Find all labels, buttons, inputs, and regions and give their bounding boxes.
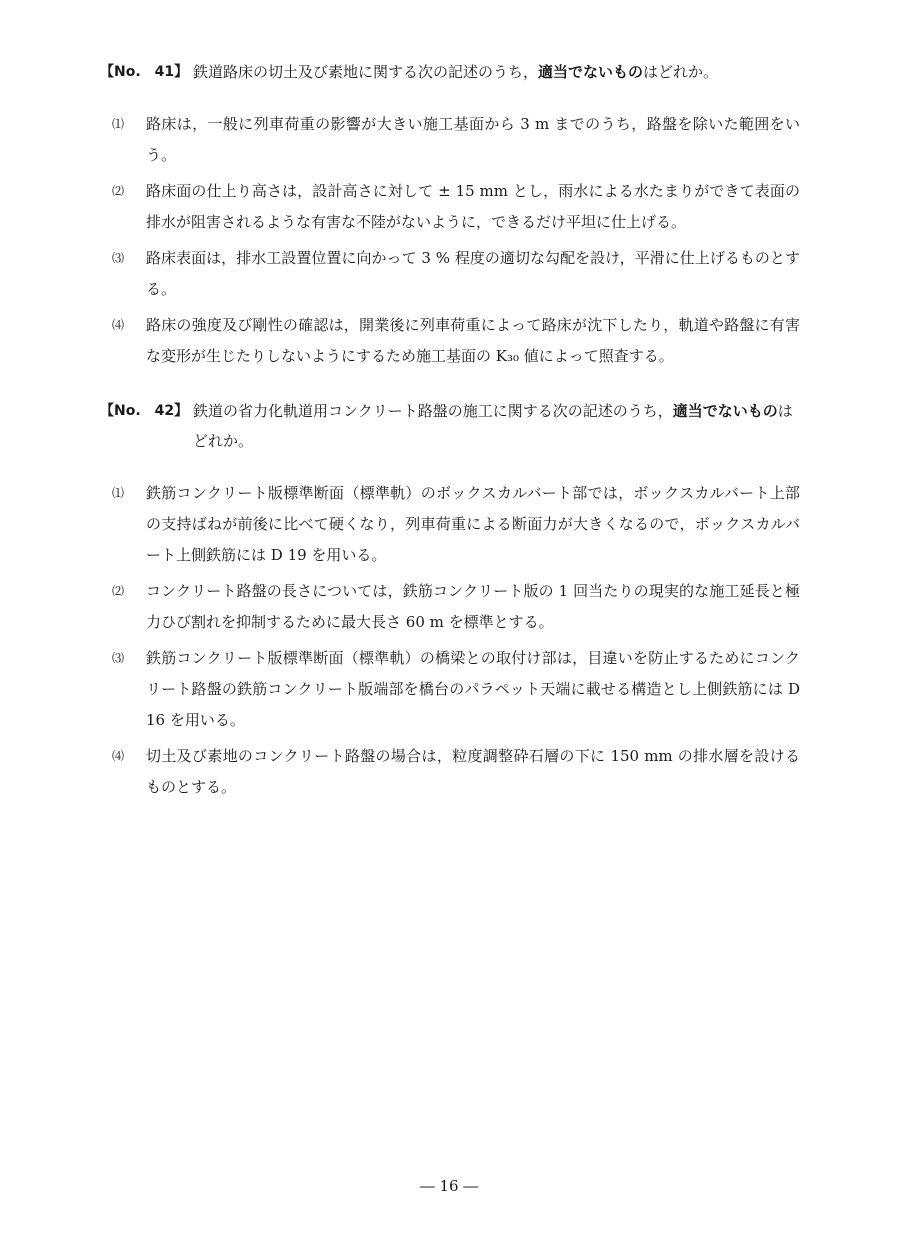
question-text-after: はどれか。 [643,63,719,81]
choice-number: ⑴ [112,486,125,500]
question-41 [100,57,800,377]
choice-item [100,243,800,305]
page-number: ― 16 ― [419,1177,479,1195]
question-42 [100,396,800,808]
question-text-after: はどれか。 [193,402,793,450]
choice-number: ⑶ [112,251,125,265]
choice-item [100,109,800,171]
choice-text: コンクリート路盤の長さについては，鉄筋コンクリート版の 1 回当たりの現実的な施工延長と極力ひび割れを抑制するために最大長さ 60 m を標準とする。 [146,582,800,631]
choice-text: 路床面の仕上り高さは，設計高さに対して ± 15 mm とし，雨水による水たまりができて表面の排水が阻害されるような有害な不陸がないように，できるだけ平坦に仕上げる。 [146,182,800,231]
choice-number: ⑷ [112,749,125,763]
question-header [100,396,800,456]
choice-item [100,741,800,803]
choice-text: 路床は，一般に列車荷重の影響が大きい施工基面から 3 m までのうち，路盤を除いた範囲をいう。 [146,115,800,164]
question-number: 【No. 41】 [100,64,189,80]
choice-text: 鉄筋コンクリート版標準断面（標準軌）のボックスカルバート部では，ボックスカルバート上部の支持ばねが前後に比べて硬くなり，列車荷重による断面力が大きくなるので，ボックスカルバート上側鉄筋には D 19 を用いる。 [146,484,800,564]
choice-list [100,109,800,372]
question-text-before: 鉄道の省力化軌道用コンクリート路盤の施工に関する次の記述のうち， [193,402,673,420]
choice-number: ⑶ [112,651,125,665]
choice-text: 切土及び素地のコンクリート路盤の場合は，粒度調整砕石層の下に 150 mm の排水層を設けるものとする。 [146,747,800,796]
choice-list [100,478,800,803]
question-emphasis: 適当でないもの [538,63,644,81]
choice-number: ⑷ [112,318,125,332]
choice-number: ⑵ [112,584,125,598]
choice-item [100,478,800,571]
choice-item [100,576,800,638]
choice-text: 鉄筋コンクリート版標準断面（標準軌）の橋梁との取付け部は，目違いを防止するためにコンクリート路盤の鉄筋コンクリート版端部を橋台のパラペット天端に載せる構造とし上側鉄筋には D 16 を用いる。 [146,649,800,729]
question-header [100,57,800,87]
choice-item [100,310,800,372]
choice-number: ⑴ [112,117,125,131]
choice-item [100,643,800,736]
choice-item [100,176,800,238]
question-emphasis: 適当でないもの [672,402,778,420]
question-text-before: 鉄道路床の切土及び素地に関する次の記述のうち， [193,63,539,81]
question-text [193,396,800,456]
choice-text: 路床の強度及び剛性の確認は，開業後に列車荷重によって路床が沈下したり，軌道や路盤に有害な変形が生じたりしないようにするため施工基面の K₃₀ 値によって照査する。 [146,316,800,365]
question-number: 【No. 42】 [100,403,189,419]
choice-number: ⑵ [112,184,125,198]
question-text [193,57,800,87]
choice-text: 路床表面は，排水工設置位置に向かって 3 % 程度の適切な勾配を設け，平滑に仕上げるものとする。 [146,249,800,298]
